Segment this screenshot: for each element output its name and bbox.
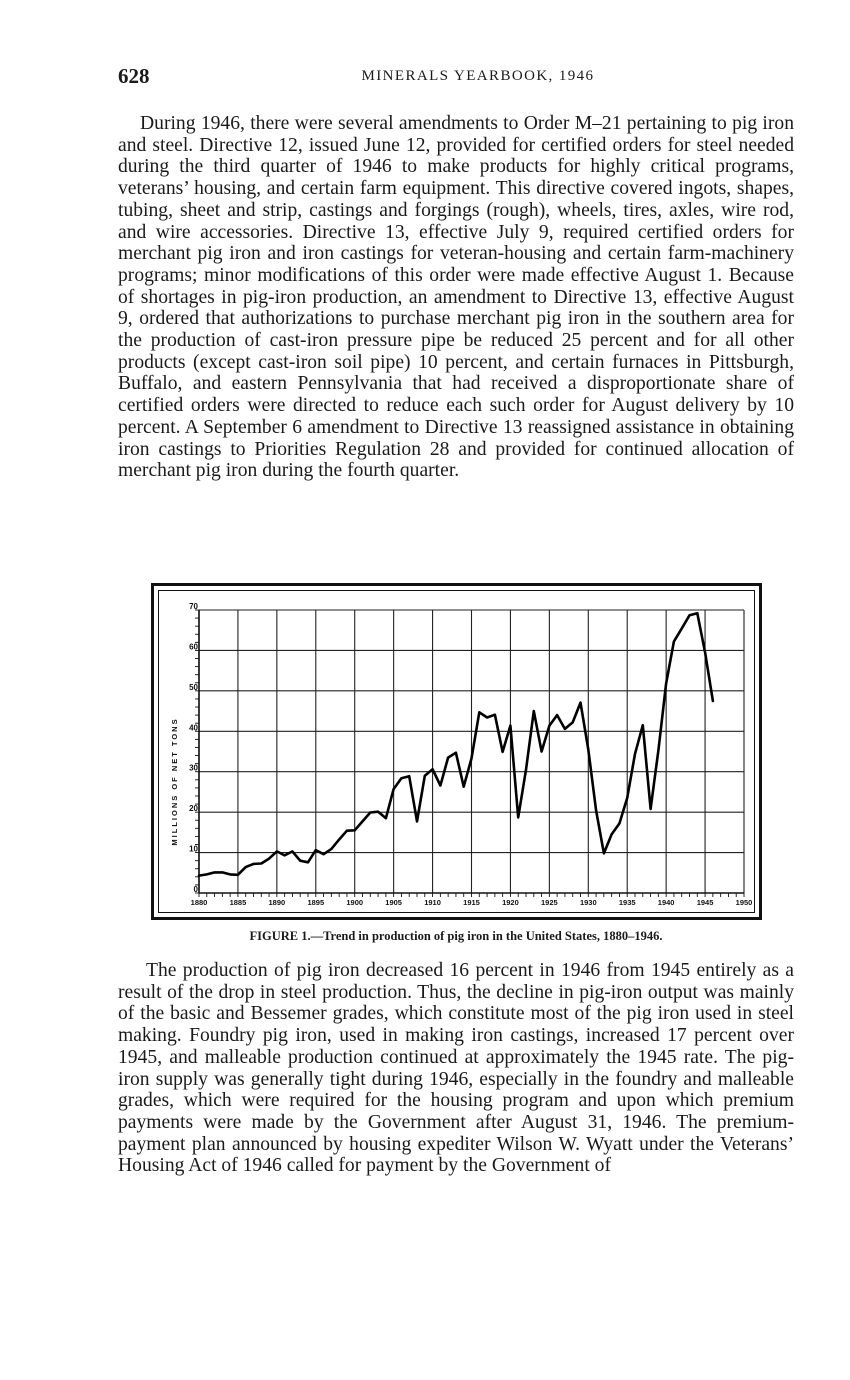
body-paragraph-1: During 1946, there were several amendments to Order M–21 pertaining to pig iron and steel. Directive 12, issued June 12, provided for certified orders for steel needed during the third quarter of 1946 to make products for highly critical programs, veterans’ housing, and certain farm equipment. This directive covered ingots, shapes, tubing, sheet and strip, castings and forgings (rough), wheels, tires, axles, wire rod, and wire accessories. Directive 13, effective July 9, required certified orders for merchant pig iron and iron castings for veteran-housing and certain farm-machinery programs; minor modifications of this order were made effective August 1. Because of shortages in pig-iron production, an amendment to Directive 13, effective August 9, ordered that authorizations to purchase merchant pig iron in the southern area for the production of cast-iron pressure pipe be reduced 25 percent and for all other products (except cast-iron soil pipe) 10 percent, and certain furnaces in Pittsburgh, Buffalo, and eastern Pennsylvania that had received a disproportionate share of certified orders were directed to reduce each such order for August delivery by 10 percent. A September 6 amendment to Directive 13 reassigned assistance in obtaining iron castings to Priorities Regulation 28 and provided for continued allocation of merchant pig iron during the fourth quarter. xyxy=(118,113,794,482)
x-tick-label: 1880 xyxy=(190,898,208,907)
pig-iron-production-line xyxy=(199,613,713,875)
x-tick-label: 1890 xyxy=(268,898,286,907)
x-tick-labels xyxy=(191,898,753,907)
y-tick-label: 60 xyxy=(189,642,198,652)
page-number: 628 xyxy=(118,64,150,88)
x-tick-label: 1930 xyxy=(579,898,597,907)
x-tick-label: 1915 xyxy=(463,898,480,907)
y-tick-label: 20 xyxy=(189,804,198,814)
x-tick-label: 1945 xyxy=(696,898,714,907)
y-tick-label: 40 xyxy=(189,723,198,733)
x-tick-label: 1895 xyxy=(307,898,325,907)
running-head: MINERALS YEARBOOK, 1946 xyxy=(361,68,595,84)
y-tick-label: 30 xyxy=(189,763,198,773)
y-axis-label: MILLIONS OF NET TONS xyxy=(170,717,179,846)
x-tick-label: 1900 xyxy=(346,898,364,907)
x-tick-label: 1950 xyxy=(735,898,753,907)
x-tick-label: 1940 xyxy=(657,898,675,907)
x-tick-label: 1935 xyxy=(618,898,636,907)
x-tick-label: 1905 xyxy=(385,898,402,907)
y-tick-label: 10 xyxy=(189,844,198,854)
body-paragraph-2: The production of pig iron decreased 16 percent in 1946 from 1945 entirely as a result of the drop in steel production. Thus, the decline in pig-iron output was mainly of the basic and Bessemer grades, which constitute most of the pig iron used in steel making. Foundry pig iron, used in making iron castings, increased 17 percent over 1945, and malleable production continued at approximately the 1945 rate. The pig-iron supply was generally tight during 1946, especially in the foundry and malleable grades, which were required for the housing program and upon which premium payments were made by the Government after August 31, 1946. The premium-payment plan announced by housing expediter Wilson W. Wyatt under the Veterans’ Housing Act of 1946 called for payment by the Government of xyxy=(118,960,794,1177)
x-tick-label: 1925 xyxy=(541,898,558,907)
pig-iron-chart xyxy=(151,583,762,920)
figure-caption: FIGURE 1.—Trend in production of pig iron in the United States, 1880–1946. xyxy=(249,929,663,943)
x-tick-label: 1920 xyxy=(502,898,519,907)
x-tick-label: 1910 xyxy=(424,898,441,907)
page-header xyxy=(118,64,798,88)
y-tick-label: 0 xyxy=(193,885,198,894)
chart-series xyxy=(199,613,713,875)
y-tick-labels xyxy=(189,602,198,894)
x-tick-label: 1885 xyxy=(229,898,247,907)
y-tick-label: 70 xyxy=(189,602,198,611)
y-tick-label: 50 xyxy=(189,682,198,692)
